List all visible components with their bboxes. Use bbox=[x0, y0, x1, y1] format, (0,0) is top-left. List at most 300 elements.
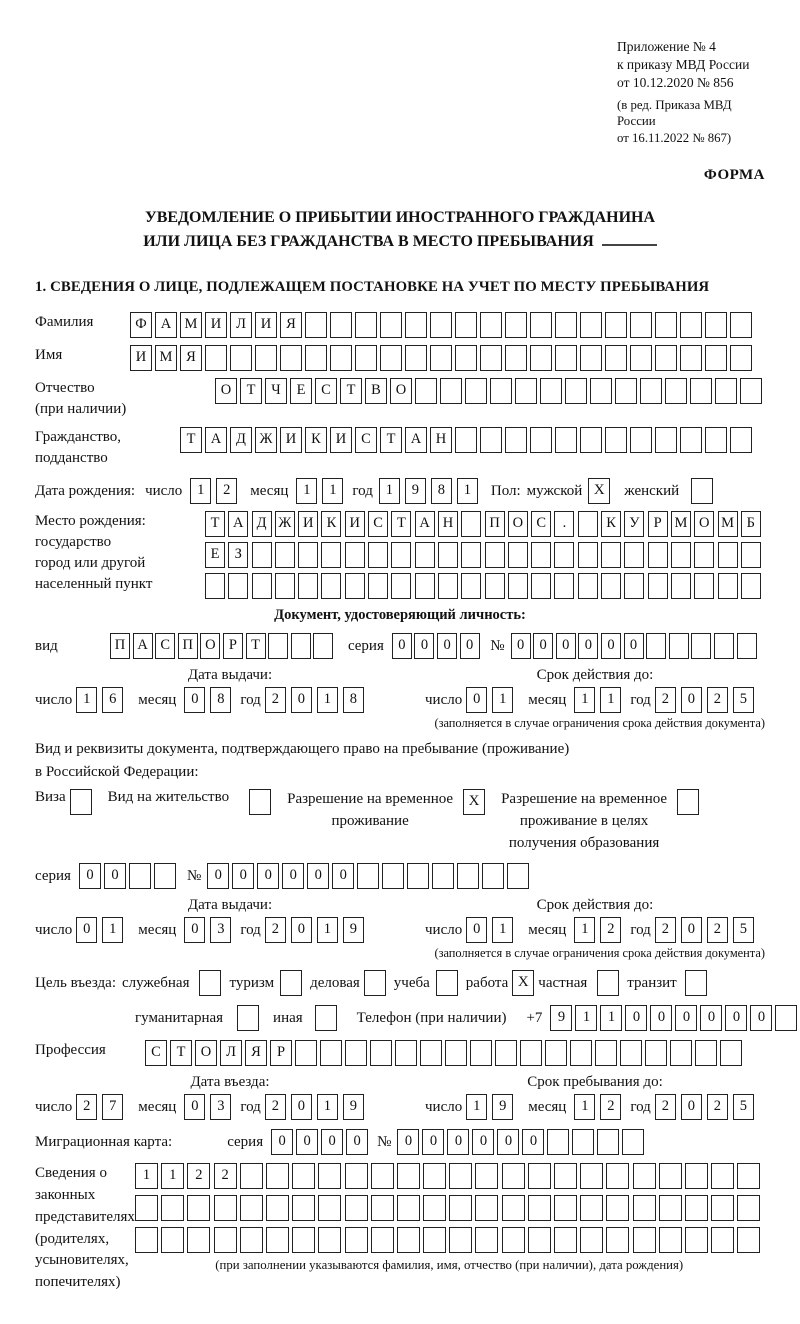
char-box[interactable] bbox=[605, 345, 627, 371]
char-box[interactable]: 1 bbox=[457, 478, 478, 504]
char-box[interactable]: 0 bbox=[346, 1129, 368, 1155]
char-box[interactable] bbox=[321, 542, 341, 568]
char-box[interactable]: М bbox=[155, 345, 177, 371]
char-box[interactable] bbox=[345, 1163, 368, 1189]
char-box[interactable] bbox=[423, 1227, 446, 1253]
char-box[interactable]: А bbox=[228, 511, 248, 537]
char-box[interactable] bbox=[330, 312, 352, 338]
char-box[interactable] bbox=[461, 511, 481, 537]
char-box[interactable]: М bbox=[671, 511, 691, 537]
char-box[interactable] bbox=[605, 312, 627, 338]
char-box[interactable] bbox=[711, 1227, 734, 1253]
char-box[interactable] bbox=[502, 1227, 525, 1253]
char-box[interactable] bbox=[508, 573, 528, 599]
char-box[interactable]: 1 bbox=[379, 478, 400, 504]
char-box[interactable]: 0 bbox=[291, 917, 312, 943]
purpose-tourism-checkbox[interactable] bbox=[280, 970, 302, 996]
char-box[interactable] bbox=[705, 312, 727, 338]
char-box[interactable] bbox=[730, 345, 752, 371]
char-box[interactable] bbox=[640, 378, 662, 404]
char-box[interactable]: 0 bbox=[397, 1129, 419, 1155]
char-box[interactable]: 0 bbox=[307, 863, 329, 889]
char-box[interactable]: 2 bbox=[600, 917, 621, 943]
char-box[interactable] bbox=[475, 1227, 498, 1253]
char-box[interactable]: 0 bbox=[601, 633, 621, 659]
char-box[interactable]: 0 bbox=[725, 1005, 747, 1031]
char-box[interactable]: Е bbox=[205, 542, 225, 568]
char-box[interactable]: 0 bbox=[650, 1005, 672, 1031]
char-box[interactable] bbox=[292, 1163, 315, 1189]
char-box[interactable]: 0 bbox=[296, 1129, 318, 1155]
char-box[interactable]: 9 bbox=[405, 478, 426, 504]
char-box[interactable] bbox=[680, 345, 702, 371]
char-box[interactable]: И bbox=[330, 427, 352, 453]
char-box[interactable] bbox=[391, 573, 411, 599]
char-box[interactable] bbox=[630, 312, 652, 338]
char-box[interactable] bbox=[555, 427, 577, 453]
char-box[interactable]: О bbox=[215, 378, 237, 404]
purpose-business-checkbox[interactable] bbox=[364, 970, 386, 996]
char-box[interactable]: 1 bbox=[161, 1163, 184, 1189]
char-box[interactable]: 1 bbox=[102, 917, 123, 943]
char-box[interactable] bbox=[161, 1227, 184, 1253]
char-box[interactable] bbox=[580, 427, 602, 453]
char-box[interactable] bbox=[685, 1163, 708, 1189]
char-box[interactable]: 1 bbox=[322, 478, 343, 504]
char-box[interactable] bbox=[730, 427, 752, 453]
char-box[interactable]: 2 bbox=[707, 1094, 728, 1120]
char-box[interactable] bbox=[438, 542, 458, 568]
char-box[interactable]: О bbox=[200, 633, 220, 659]
char-box[interactable] bbox=[240, 1227, 263, 1253]
char-box[interactable] bbox=[570, 1040, 592, 1066]
visa-checkbox[interactable] bbox=[70, 789, 92, 815]
char-box[interactable] bbox=[292, 1227, 315, 1253]
char-box[interactable] bbox=[380, 345, 402, 371]
char-box[interactable] bbox=[470, 1040, 492, 1066]
char-box[interactable]: П bbox=[110, 633, 130, 659]
char-box[interactable]: Р bbox=[270, 1040, 292, 1066]
char-box[interactable]: 0 bbox=[184, 687, 205, 713]
char-box[interactable] bbox=[528, 1227, 551, 1253]
char-box[interactable] bbox=[154, 863, 176, 889]
char-box[interactable]: 0 bbox=[104, 863, 126, 889]
char-box[interactable] bbox=[659, 1195, 682, 1221]
char-box[interactable]: Р bbox=[648, 511, 668, 537]
char-box[interactable] bbox=[530, 345, 552, 371]
char-box[interactable]: 3 bbox=[210, 1094, 231, 1120]
char-box[interactable] bbox=[230, 345, 252, 371]
char-box[interactable]: 1 bbox=[574, 1094, 595, 1120]
char-box[interactable]: 1 bbox=[317, 1094, 338, 1120]
char-box[interactable] bbox=[368, 573, 388, 599]
char-box[interactable]: 7 bbox=[102, 1094, 123, 1120]
char-box[interactable] bbox=[480, 345, 502, 371]
char-box[interactable]: Д bbox=[230, 427, 252, 453]
char-box[interactable]: Р bbox=[223, 633, 243, 659]
char-box[interactable] bbox=[606, 1227, 629, 1253]
char-box[interactable] bbox=[430, 312, 452, 338]
char-box[interactable] bbox=[187, 1195, 210, 1221]
purpose-work-checkbox[interactable]: X bbox=[512, 970, 534, 996]
char-box[interactable]: 0 bbox=[522, 1129, 544, 1155]
char-box[interactable] bbox=[578, 573, 598, 599]
char-box[interactable] bbox=[605, 427, 627, 453]
char-box[interactable] bbox=[395, 1040, 417, 1066]
char-box[interactable]: 0 bbox=[750, 1005, 772, 1031]
char-box[interactable] bbox=[580, 312, 602, 338]
char-box[interactable] bbox=[345, 1040, 367, 1066]
char-box[interactable]: Т bbox=[380, 427, 402, 453]
char-box[interactable]: 0 bbox=[497, 1129, 519, 1155]
char-box[interactable] bbox=[730, 312, 752, 338]
char-box[interactable]: И bbox=[130, 345, 152, 371]
char-box[interactable] bbox=[633, 1227, 656, 1253]
char-box[interactable]: Т bbox=[180, 427, 202, 453]
char-box[interactable] bbox=[205, 345, 227, 371]
char-box[interactable]: 2 bbox=[600, 1094, 621, 1120]
char-box[interactable]: 5 bbox=[733, 1094, 754, 1120]
char-box[interactable]: 2 bbox=[265, 687, 286, 713]
char-box[interactable] bbox=[590, 378, 612, 404]
residence-permit-checkbox[interactable] bbox=[249, 789, 271, 815]
char-box[interactable] bbox=[455, 345, 477, 371]
char-box[interactable] bbox=[415, 573, 435, 599]
char-box[interactable] bbox=[415, 378, 437, 404]
char-box[interactable]: 0 bbox=[79, 863, 101, 889]
char-box[interactable]: А bbox=[205, 427, 227, 453]
char-box[interactable]: 1 bbox=[190, 478, 211, 504]
char-box[interactable] bbox=[595, 1040, 617, 1066]
char-box[interactable] bbox=[371, 1163, 394, 1189]
char-box[interactable]: . bbox=[554, 511, 574, 537]
char-box[interactable] bbox=[705, 427, 727, 453]
purpose-other-checkbox[interactable] bbox=[315, 1005, 337, 1031]
char-box[interactable] bbox=[606, 1195, 629, 1221]
char-box[interactable]: 1 bbox=[575, 1005, 597, 1031]
char-box[interactable]: 1 bbox=[466, 1094, 487, 1120]
char-box[interactable] bbox=[718, 542, 738, 568]
char-box[interactable]: А bbox=[405, 427, 427, 453]
char-box[interactable]: 0 bbox=[675, 1005, 697, 1031]
char-box[interactable] bbox=[480, 312, 502, 338]
char-box[interactable]: Т bbox=[391, 511, 411, 537]
char-box[interactable] bbox=[530, 427, 552, 453]
char-box[interactable]: 0 bbox=[414, 633, 434, 659]
char-box[interactable]: Ф bbox=[130, 312, 152, 338]
char-box[interactable] bbox=[275, 573, 295, 599]
char-box[interactable] bbox=[565, 378, 587, 404]
char-box[interactable] bbox=[580, 345, 602, 371]
char-box[interactable]: 0 bbox=[282, 863, 304, 889]
char-box[interactable] bbox=[630, 345, 652, 371]
char-box[interactable] bbox=[775, 1005, 797, 1031]
char-box[interactable] bbox=[547, 1129, 569, 1155]
char-box[interactable] bbox=[620, 1040, 642, 1066]
char-box[interactable] bbox=[368, 542, 388, 568]
char-box[interactable] bbox=[740, 378, 762, 404]
char-box[interactable] bbox=[715, 378, 737, 404]
char-box[interactable] bbox=[345, 1227, 368, 1253]
purpose-study-checkbox[interactable] bbox=[436, 970, 458, 996]
char-box[interactable]: 8 bbox=[210, 687, 231, 713]
char-box[interactable] bbox=[380, 312, 402, 338]
char-box[interactable]: И bbox=[280, 427, 302, 453]
char-box[interactable]: В bbox=[365, 378, 387, 404]
char-box[interactable] bbox=[580, 1227, 603, 1253]
char-box[interactable]: О bbox=[390, 378, 412, 404]
char-box[interactable]: Д bbox=[252, 511, 272, 537]
char-box[interactable]: С bbox=[368, 511, 388, 537]
char-box[interactable]: 1 bbox=[76, 687, 97, 713]
char-box[interactable]: 2 bbox=[214, 1163, 237, 1189]
char-box[interactable] bbox=[423, 1195, 446, 1221]
char-box[interactable] bbox=[440, 378, 462, 404]
char-box[interactable] bbox=[508, 542, 528, 568]
char-box[interactable] bbox=[580, 1195, 603, 1221]
char-box[interactable] bbox=[298, 542, 318, 568]
char-box[interactable] bbox=[371, 1195, 394, 1221]
char-box[interactable] bbox=[318, 1227, 341, 1253]
char-box[interactable]: 0 bbox=[271, 1129, 293, 1155]
char-box[interactable] bbox=[266, 1163, 289, 1189]
char-box[interactable] bbox=[505, 345, 527, 371]
char-box[interactable]: 0 bbox=[511, 633, 531, 659]
char-box[interactable] bbox=[655, 427, 677, 453]
char-box[interactable] bbox=[554, 1163, 577, 1189]
char-box[interactable] bbox=[685, 1195, 708, 1221]
char-box[interactable]: К bbox=[321, 511, 341, 537]
char-box[interactable]: 0 bbox=[232, 863, 254, 889]
char-box[interactable] bbox=[305, 312, 327, 338]
char-box[interactable]: 5 bbox=[733, 687, 754, 713]
char-box[interactable]: 0 bbox=[466, 917, 487, 943]
char-box[interactable] bbox=[555, 345, 577, 371]
sex-male-checkbox[interactable]: X bbox=[588, 478, 610, 504]
char-box[interactable] bbox=[318, 1163, 341, 1189]
char-box[interactable] bbox=[531, 573, 551, 599]
char-box[interactable] bbox=[606, 1163, 629, 1189]
edu-residence-permit-checkbox[interactable] bbox=[677, 789, 699, 815]
char-box[interactable] bbox=[578, 511, 598, 537]
char-box[interactable]: Ч bbox=[265, 378, 287, 404]
char-box[interactable] bbox=[507, 863, 529, 889]
char-box[interactable]: А bbox=[155, 312, 177, 338]
char-box[interactable] bbox=[502, 1195, 525, 1221]
char-box[interactable] bbox=[321, 573, 341, 599]
char-box[interactable]: 2 bbox=[655, 1094, 676, 1120]
char-box[interactable]: 9 bbox=[492, 1094, 513, 1120]
char-box[interactable]: 1 bbox=[317, 687, 338, 713]
char-box[interactable] bbox=[397, 1163, 420, 1189]
purpose-official-checkbox[interactable] bbox=[199, 970, 221, 996]
char-box[interactable] bbox=[482, 863, 504, 889]
char-box[interactable]: С bbox=[155, 633, 175, 659]
char-box[interactable]: 1 bbox=[317, 917, 338, 943]
char-box[interactable] bbox=[572, 1129, 594, 1155]
char-box[interactable] bbox=[415, 542, 435, 568]
char-box[interactable] bbox=[461, 542, 481, 568]
char-box[interactable]: 3 bbox=[210, 917, 231, 943]
char-box[interactable] bbox=[671, 573, 691, 599]
char-box[interactable] bbox=[671, 542, 691, 568]
char-box[interactable]: 0 bbox=[681, 687, 702, 713]
char-box[interactable] bbox=[680, 312, 702, 338]
char-box[interactable] bbox=[714, 633, 734, 659]
char-box[interactable] bbox=[214, 1195, 237, 1221]
char-box[interactable] bbox=[187, 1227, 210, 1253]
char-box[interactable] bbox=[438, 573, 458, 599]
char-box[interactable]: С bbox=[355, 427, 377, 453]
char-box[interactable] bbox=[624, 542, 644, 568]
char-box[interactable]: 0 bbox=[437, 633, 457, 659]
char-box[interactable]: 1 bbox=[296, 478, 317, 504]
char-box[interactable]: 0 bbox=[681, 1094, 702, 1120]
char-box[interactable] bbox=[455, 312, 477, 338]
char-box[interactable] bbox=[135, 1195, 158, 1221]
char-box[interactable] bbox=[495, 1040, 517, 1066]
char-box[interactable]: 2 bbox=[76, 1094, 97, 1120]
char-box[interactable]: 1 bbox=[492, 687, 513, 713]
char-box[interactable] bbox=[457, 863, 479, 889]
char-box[interactable]: П bbox=[485, 511, 505, 537]
char-box[interactable]: 0 bbox=[447, 1129, 469, 1155]
char-box[interactable] bbox=[711, 1163, 734, 1189]
char-box[interactable]: 0 bbox=[578, 633, 598, 659]
char-box[interactable] bbox=[659, 1163, 682, 1189]
char-box[interactable] bbox=[161, 1195, 184, 1221]
char-box[interactable] bbox=[135, 1227, 158, 1253]
char-box[interactable] bbox=[505, 312, 527, 338]
char-box[interactable] bbox=[680, 427, 702, 453]
char-box[interactable] bbox=[305, 345, 327, 371]
char-box[interactable]: 1 bbox=[492, 917, 513, 943]
char-box[interactable] bbox=[554, 1227, 577, 1253]
char-box[interactable] bbox=[705, 345, 727, 371]
char-box[interactable] bbox=[554, 573, 574, 599]
char-box[interactable]: 0 bbox=[625, 1005, 647, 1031]
char-box[interactable]: Е bbox=[290, 378, 312, 404]
char-box[interactable] bbox=[475, 1195, 498, 1221]
char-box[interactable]: 6 bbox=[102, 687, 123, 713]
char-box[interactable]: 1 bbox=[600, 1005, 622, 1031]
char-box[interactable]: Т bbox=[240, 378, 262, 404]
char-box[interactable] bbox=[528, 1163, 551, 1189]
char-box[interactable] bbox=[646, 633, 666, 659]
char-box[interactable] bbox=[475, 1163, 498, 1189]
char-box[interactable] bbox=[480, 427, 502, 453]
char-box[interactable]: 0 bbox=[556, 633, 576, 659]
char-box[interactable] bbox=[515, 378, 537, 404]
char-box[interactable]: Т bbox=[340, 378, 362, 404]
char-box[interactable] bbox=[528, 1195, 551, 1221]
char-box[interactable] bbox=[624, 573, 644, 599]
char-box[interactable] bbox=[670, 1040, 692, 1066]
char-box[interactable] bbox=[391, 542, 411, 568]
char-box[interactable]: А bbox=[133, 633, 153, 659]
char-box[interactable] bbox=[455, 427, 477, 453]
char-box[interactable] bbox=[430, 345, 452, 371]
char-box[interactable]: С bbox=[315, 378, 337, 404]
char-box[interactable] bbox=[255, 345, 277, 371]
char-box[interactable]: Т bbox=[205, 511, 225, 537]
char-box[interactable] bbox=[407, 863, 429, 889]
char-box[interactable]: Я bbox=[245, 1040, 267, 1066]
char-box[interactable] bbox=[461, 573, 481, 599]
char-box[interactable]: М bbox=[718, 511, 738, 537]
char-box[interactable] bbox=[205, 573, 225, 599]
char-box[interactable] bbox=[129, 863, 151, 889]
char-box[interactable] bbox=[737, 1195, 760, 1221]
char-box[interactable]: Т bbox=[246, 633, 266, 659]
char-box[interactable] bbox=[268, 633, 288, 659]
char-box[interactable] bbox=[318, 1195, 341, 1221]
char-box[interactable] bbox=[685, 1227, 708, 1253]
char-box[interactable]: И bbox=[205, 312, 227, 338]
char-box[interactable]: 9 bbox=[550, 1005, 572, 1031]
char-box[interactable]: 2 bbox=[216, 478, 237, 504]
char-box[interactable] bbox=[505, 427, 527, 453]
char-box[interactable]: И bbox=[298, 511, 318, 537]
char-box[interactable] bbox=[275, 542, 295, 568]
char-box[interactable]: 0 bbox=[257, 863, 279, 889]
char-box[interactable] bbox=[371, 1227, 394, 1253]
char-box[interactable] bbox=[711, 1195, 734, 1221]
char-box[interactable]: 8 bbox=[343, 687, 364, 713]
char-box[interactable] bbox=[345, 1195, 368, 1221]
char-box[interactable] bbox=[737, 633, 757, 659]
char-box[interactable] bbox=[449, 1227, 472, 1253]
char-box[interactable] bbox=[345, 573, 365, 599]
char-box[interactable] bbox=[355, 312, 377, 338]
char-box[interactable]: 0 bbox=[681, 917, 702, 943]
char-box[interactable]: Я bbox=[180, 345, 202, 371]
char-box[interactable] bbox=[266, 1195, 289, 1221]
purpose-transit-checkbox[interactable] bbox=[685, 970, 707, 996]
char-box[interactable]: 0 bbox=[332, 863, 354, 889]
char-box[interactable]: 0 bbox=[533, 633, 553, 659]
char-box[interactable] bbox=[659, 1227, 682, 1253]
char-box[interactable] bbox=[252, 573, 272, 599]
char-box[interactable]: О bbox=[694, 511, 714, 537]
char-box[interactable]: 5 bbox=[733, 917, 754, 943]
char-box[interactable] bbox=[741, 573, 761, 599]
purpose-humanitarian-checkbox[interactable] bbox=[237, 1005, 259, 1031]
char-box[interactable]: 0 bbox=[700, 1005, 722, 1031]
char-box[interactable] bbox=[397, 1227, 420, 1253]
char-box[interactable] bbox=[622, 1129, 644, 1155]
char-box[interactable]: Б bbox=[741, 511, 761, 537]
char-box[interactable]: 2 bbox=[265, 917, 286, 943]
char-box[interactable] bbox=[320, 1040, 342, 1066]
char-box[interactable]: 9 bbox=[343, 1094, 364, 1120]
char-box[interactable]: 0 bbox=[321, 1129, 343, 1155]
char-box[interactable] bbox=[580, 1163, 603, 1189]
char-box[interactable] bbox=[280, 345, 302, 371]
char-box[interactable]: 0 bbox=[460, 633, 480, 659]
char-box[interactable] bbox=[240, 1195, 263, 1221]
char-box[interactable]: 2 bbox=[655, 687, 676, 713]
char-box[interactable]: Ж bbox=[255, 427, 277, 453]
char-box[interactable] bbox=[266, 1227, 289, 1253]
char-box[interactable]: 0 bbox=[466, 687, 487, 713]
char-box[interactable] bbox=[694, 573, 714, 599]
char-box[interactable] bbox=[445, 1040, 467, 1066]
char-box[interactable] bbox=[690, 378, 712, 404]
char-box[interactable] bbox=[601, 573, 621, 599]
char-box[interactable] bbox=[655, 345, 677, 371]
char-box[interactable]: П bbox=[178, 633, 198, 659]
